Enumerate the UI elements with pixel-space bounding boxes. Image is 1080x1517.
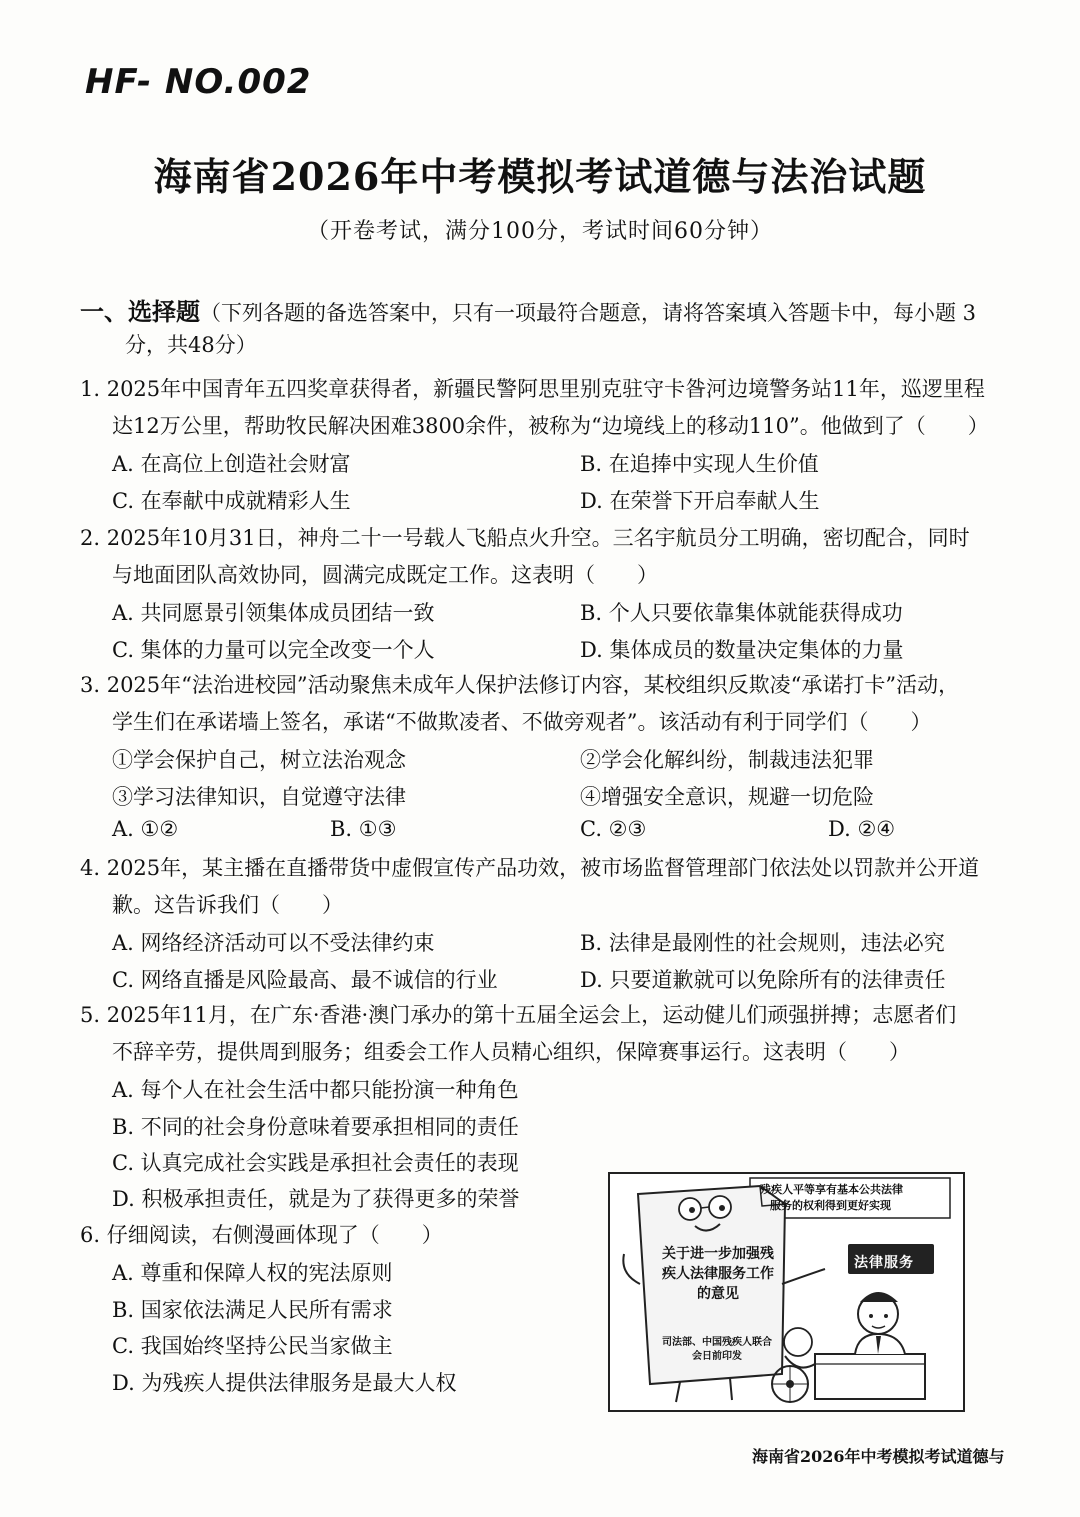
option-b: B. 不同的社会身份意味着要承担相同的责任 bbox=[112, 1115, 519, 1139]
question-stem: 学生们在承诺墙上签名，承诺“不做欺凌者、不做旁观者”。该活动有利于同学们（ ） bbox=[112, 710, 932, 734]
statement-2: ②学会化解纠纷，制裁违法犯罪 bbox=[580, 748, 874, 772]
option-a: A. 尊重和保障人权的宪法原则 bbox=[112, 1261, 393, 1285]
section-header bbox=[80, 296, 980, 361]
option-d: D. ②④ bbox=[828, 817, 896, 841]
option-c: C. ②③ bbox=[580, 817, 647, 841]
speech-bubble-text: 残疾人平等享有基本公共法律 服务的权利得到更好实现 bbox=[760, 1183, 903, 1212]
option-b: B. 法律是最刚性的社会规则，违法必究 bbox=[580, 931, 945, 955]
section-label: 一、选择题 bbox=[80, 297, 200, 326]
option-c: C. 在奉献中成就精彩人生 bbox=[112, 489, 351, 513]
section-instruction-cont: 分，共48分） bbox=[125, 333, 257, 357]
sign-text: 法律服务 bbox=[854, 1255, 914, 1271]
question-stem: 3. 2025年“法治进校园”活动聚焦未成年人保护法修订内容，某校组织反欺凌“承诺打卡”活动， bbox=[80, 673, 960, 697]
question-stem: 1. 2025年中国青年五四奖章获得者，新疆民警阿思里别克驻守卡昝河边境警务站11年，巡逻里程 bbox=[80, 377, 985, 401]
desk bbox=[815, 1354, 925, 1399]
exam-serial: HF- NO.002 bbox=[85, 62, 312, 102]
option-c: C. 网络直播是风险最高、最不诚信的行业 bbox=[112, 968, 498, 992]
option-d: D. 为残疾人提供法律服务是最大人权 bbox=[112, 1371, 457, 1395]
option-b: B. 在追捧中实现人生价值 bbox=[580, 452, 819, 476]
document-title: 关于进一步加强残疾人法律服务工作的意见 bbox=[662, 1246, 774, 1302]
statement-1: ①学会保护自己，树立法治观念 bbox=[112, 748, 406, 772]
exam-title: 海南省2026年中考模拟考试道德与法治试题 bbox=[153, 154, 927, 199]
section-instruction: （下列各题的备选答案中，只有一项最符合题意，请将答案填入答题卡中，每小题 3 bbox=[200, 301, 977, 325]
option-c: C. 集体的力量可以完全改变一个人 bbox=[112, 638, 435, 662]
question-stem: 5. 2025年11月，在广东·香港·澳门承办的第十五届全运会上，运动健儿们顽强拼搏；志愿者们 bbox=[80, 1003, 957, 1027]
question-stem: 与地面团队高效协同，圆满完成既定工作。这表明（ ） bbox=[112, 563, 658, 587]
question-stem: 6. 仔细阅读，右侧漫画体现了（ ） bbox=[80, 1223, 443, 1247]
question-stem: 4. 2025年，某主播在直播带货中虚假宣传产品功效，被市场监督管理部门依法处以罚款并公开道 bbox=[80, 856, 980, 880]
option-a: A. 共同愿景引领集体成员团结一致 bbox=[112, 601, 435, 625]
option-a: A. ①② bbox=[112, 817, 179, 841]
wheelchair-user bbox=[784, 1328, 812, 1356]
statement-4: ④增强安全意识，规避一切危险 bbox=[580, 785, 874, 809]
option-b: B. 国家依法满足人民所有需求 bbox=[112, 1298, 393, 1322]
question-stem: 歉。这告诉我们（ ） bbox=[112, 893, 343, 917]
option-a: A. 每个人在社会生活中都只能扮演一种角色 bbox=[112, 1078, 519, 1102]
exam-subtitle: （开卷考试，满分100分，考试时间60分钟） bbox=[307, 219, 773, 244]
cartoon-illustration bbox=[608, 1172, 965, 1412]
option-c: C. 我国始终坚持公民当家做主 bbox=[112, 1334, 393, 1358]
question-stem: 达12万公里，帮助牧民解决困难3800余件，被称为“边境线上的移动110”。他做到了（ ） bbox=[112, 414, 989, 438]
statement-3: ③学习法律知识，自觉遵守法律 bbox=[112, 785, 406, 809]
document-issuer: 司法部、中国残疾人联合会日前印发 bbox=[662, 1337, 772, 1362]
option-d: D. 积极承担责任，就是为了获得更多的荣誉 bbox=[112, 1187, 520, 1211]
option-c: C. 认真完成社会实践是承担社会责任的表现 bbox=[112, 1151, 519, 1175]
option-a: A. 网络经济活动可以不受法律约束 bbox=[112, 931, 435, 955]
option-d: D. 只要道歉就可以免除所有的法律责任 bbox=[580, 968, 946, 992]
option-d: D. 在荣誉下开启奉献人生 bbox=[580, 489, 820, 513]
option-b: B. 个人只要依靠集体就能获得成功 bbox=[580, 601, 903, 625]
question-stem: 不辞辛劳，提供周到服务；组委会工作人员精心组织，保障赛事运行。这表明（ ） bbox=[112, 1040, 910, 1064]
option-b: B. ①③ bbox=[330, 817, 397, 841]
question-stem: 2. 2025年10月31日，神舟二十一号载人飞船点火升空。三名宇航员分工明确，密切配合，同时 bbox=[80, 526, 970, 550]
option-d: D. 集体成员的数量决定集体的力量 bbox=[580, 638, 904, 662]
page-footer: 海南省2026年中考模拟考试道德与 bbox=[752, 1447, 1005, 1466]
option-a: A. 在高位上创造社会财富 bbox=[112, 452, 351, 476]
